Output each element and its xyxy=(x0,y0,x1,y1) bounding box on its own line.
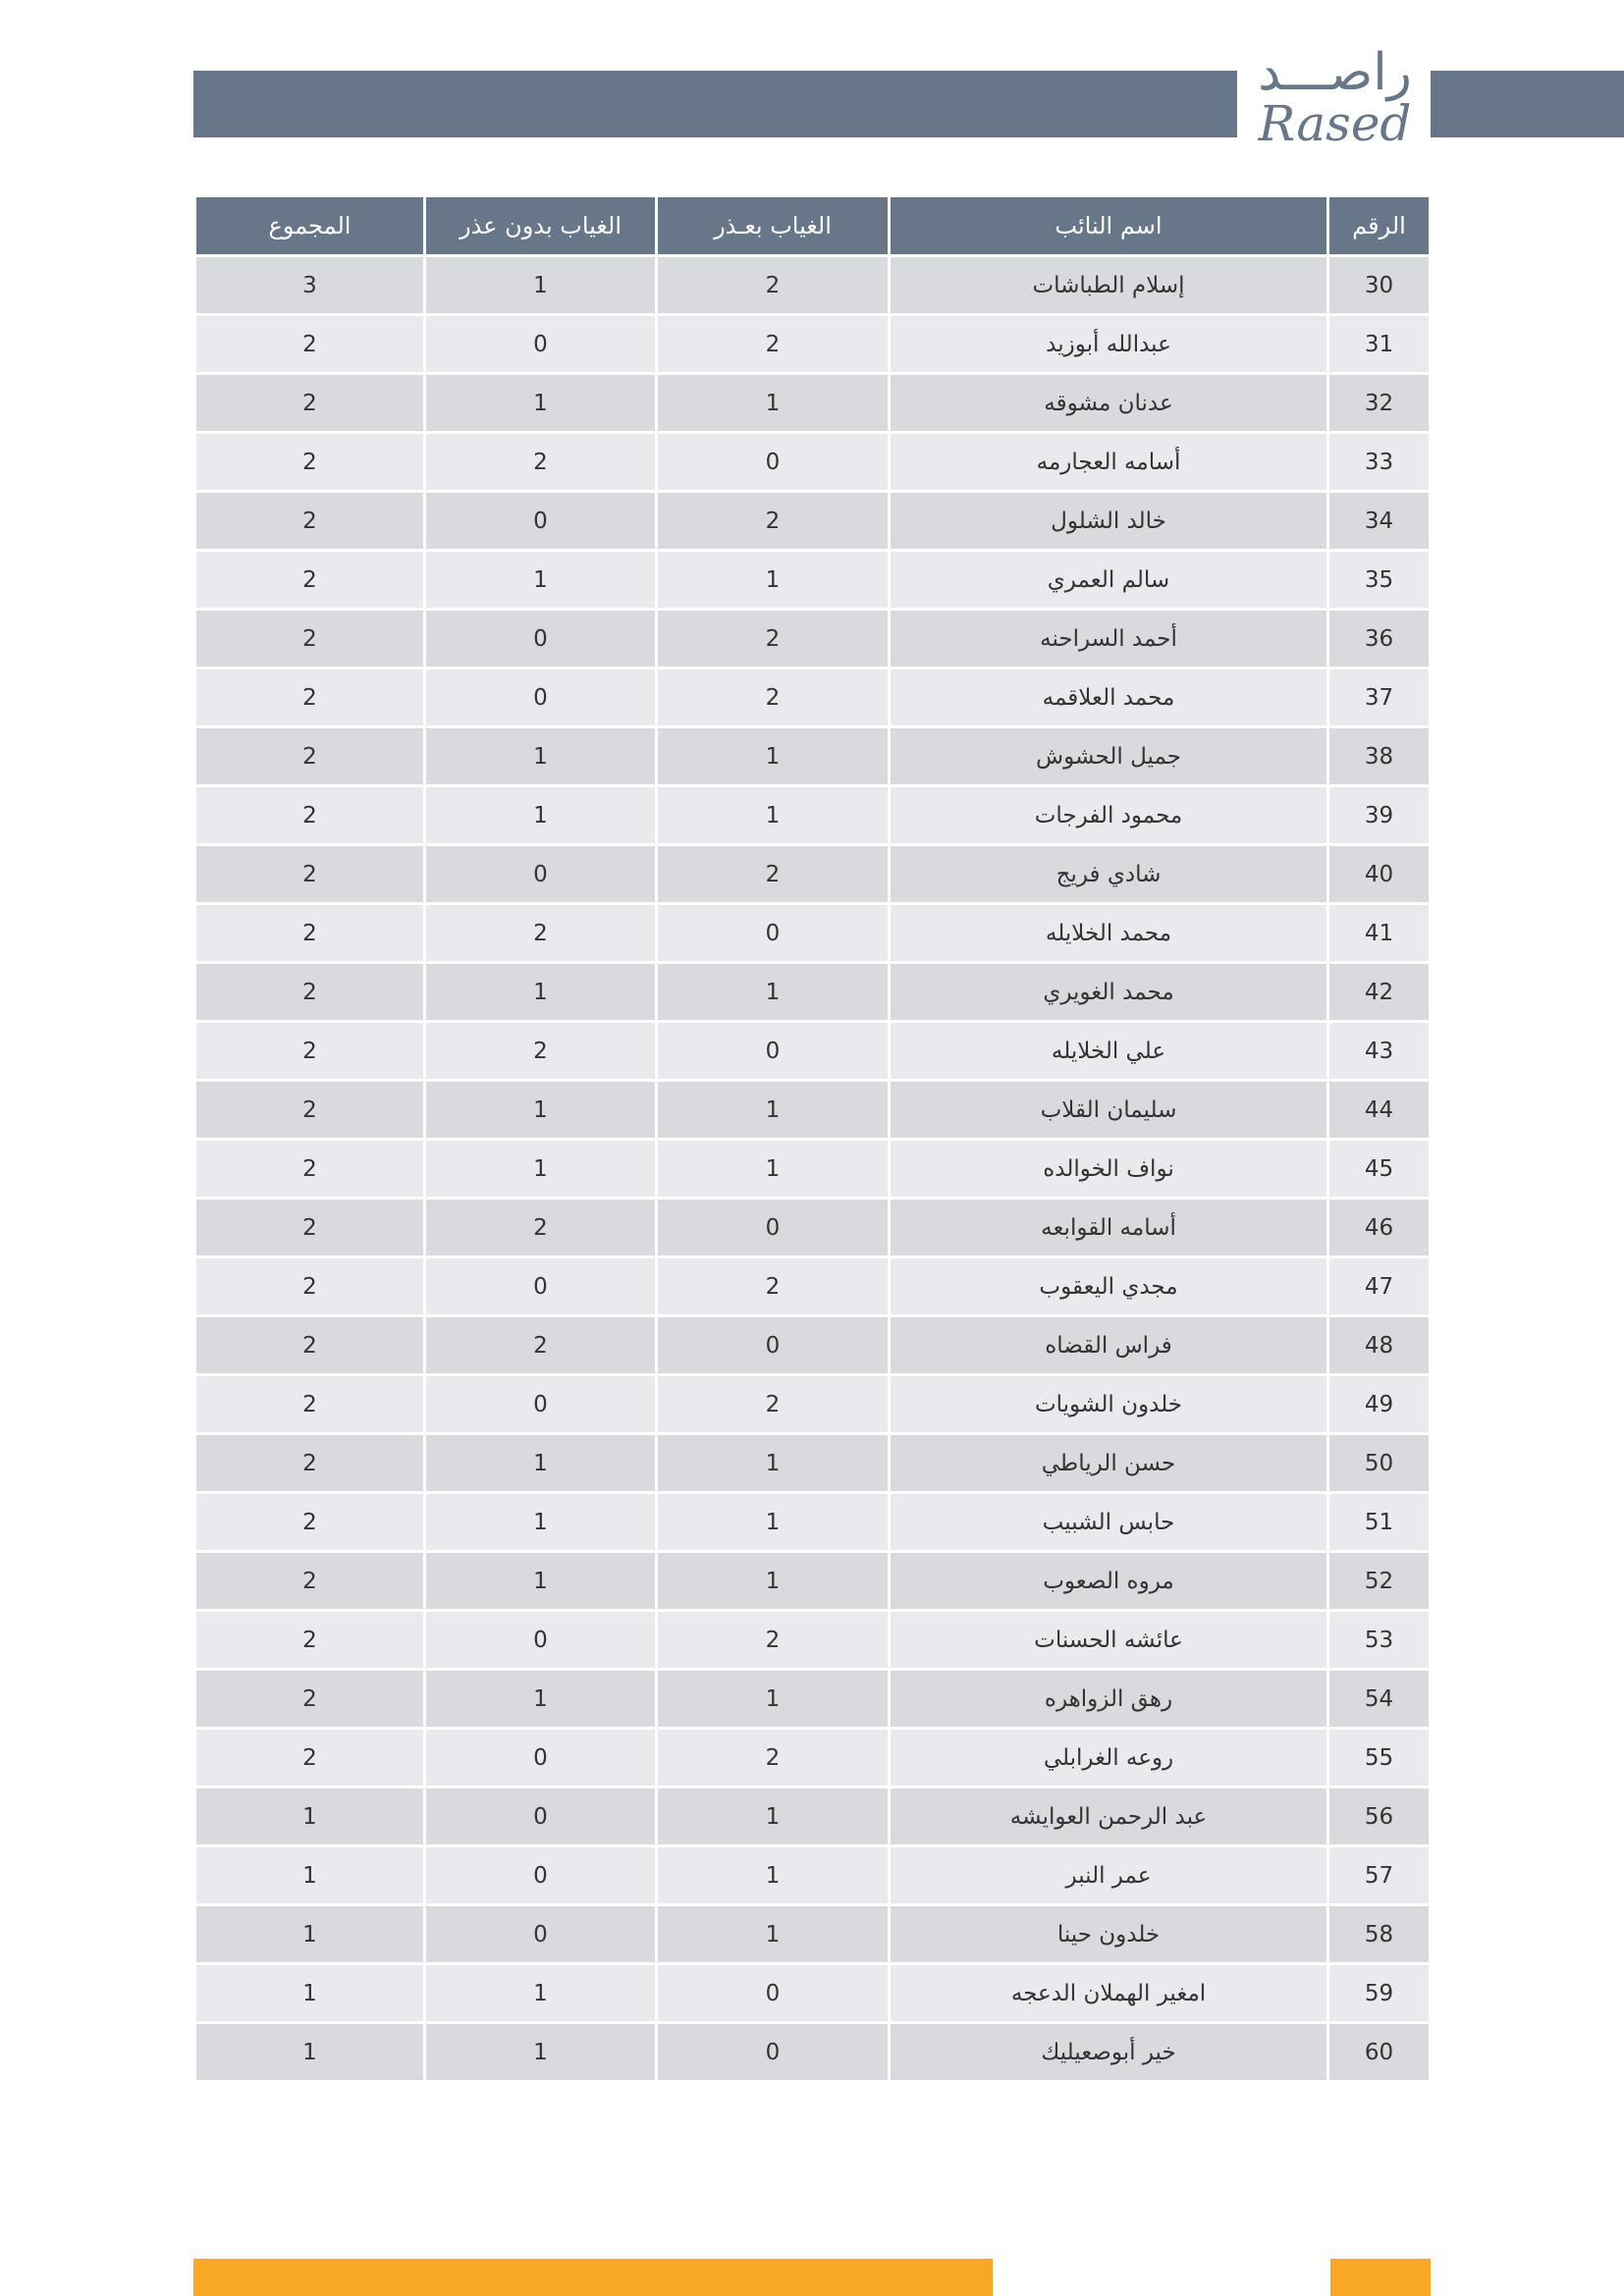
cell-name: محمد الغويري xyxy=(890,963,1328,1022)
cell-name: جميل الحشوش xyxy=(890,727,1328,786)
cell-number: 60 xyxy=(1328,2023,1431,2082)
cell-name: شادي فريج xyxy=(890,845,1328,904)
cell-excused: 2 xyxy=(657,1375,890,1434)
cell-number: 31 xyxy=(1328,315,1431,374)
cell-name: خلدون حينا xyxy=(890,1905,1328,1964)
cell-excused: 1 xyxy=(657,963,890,1022)
cell-excused: 1 xyxy=(657,1788,890,1846)
cell-number: 47 xyxy=(1328,1257,1431,1316)
cell-name: خير أبوصعيليك xyxy=(890,2023,1328,2082)
cell-number: 54 xyxy=(1328,1670,1431,1729)
cell-total: 2 xyxy=(195,1493,425,1552)
cell-unexcused: 0 xyxy=(425,668,657,727)
table-row xyxy=(195,492,1431,551)
cell-excused: 2 xyxy=(657,610,890,668)
cell-name: رهق الزواهره xyxy=(890,1670,1328,1729)
cell-name: امغير الهملان الدعجه xyxy=(890,1964,1328,2023)
footer-bar-right xyxy=(1330,2259,1431,2296)
cell-number: 42 xyxy=(1328,963,1431,1022)
table-row xyxy=(195,1375,1431,1434)
cell-total: 2 xyxy=(195,610,425,668)
table-row xyxy=(195,668,1431,727)
cell-excused: 0 xyxy=(657,904,890,963)
cell-name: روعه الغرابلي xyxy=(890,1729,1328,1788)
table-row xyxy=(195,1316,1431,1375)
cell-excused: 1 xyxy=(657,374,890,433)
cell-name: مجدي اليعقوب xyxy=(890,1257,1328,1316)
cell-total: 2 xyxy=(195,904,425,963)
cell-excused: 2 xyxy=(657,315,890,374)
cell-number: 55 xyxy=(1328,1729,1431,1788)
logo-arabic-text: راصـــد xyxy=(1258,43,1412,102)
cell-name: سليمان القلاب xyxy=(890,1081,1328,1140)
table-row xyxy=(195,1846,1431,1905)
cell-total: 2 xyxy=(195,1552,425,1611)
cell-excused: 1 xyxy=(657,1140,890,1199)
cell-name: محمد العلاقمه xyxy=(890,668,1328,727)
cell-name: عدنان مشوقه xyxy=(890,374,1328,433)
table-row xyxy=(195,786,1431,845)
cell-unexcused: 2 xyxy=(425,1199,657,1257)
cell-number: 51 xyxy=(1328,1493,1431,1552)
cell-unexcused: 0 xyxy=(425,1375,657,1434)
cell-name: أسامه القوابعه xyxy=(890,1199,1328,1257)
cell-number: 36 xyxy=(1328,610,1431,668)
cell-total: 2 xyxy=(195,1081,425,1140)
cell-total: 2 xyxy=(195,1670,425,1729)
cell-number: 43 xyxy=(1328,1022,1431,1081)
cell-number: 44 xyxy=(1328,1081,1431,1140)
cell-total: 2 xyxy=(195,492,425,551)
cell-number: 40 xyxy=(1328,845,1431,904)
cell-unexcused: 0 xyxy=(425,1905,657,1964)
cell-total: 2 xyxy=(195,845,425,904)
cell-number: 45 xyxy=(1328,1140,1431,1199)
cell-excused: 1 xyxy=(657,1552,890,1611)
table-row xyxy=(195,1905,1431,1964)
cell-unexcused: 0 xyxy=(425,1788,657,1846)
cell-excused: 1 xyxy=(657,1493,890,1552)
cell-number: 59 xyxy=(1328,1964,1431,2023)
cell-number: 41 xyxy=(1328,904,1431,963)
cell-name: إسلام الطباشات xyxy=(890,256,1328,315)
cell-total: 1 xyxy=(195,1846,425,1905)
cell-unexcused: 1 xyxy=(425,963,657,1022)
cell-total: 1 xyxy=(195,2023,425,2082)
cell-total: 1 xyxy=(195,1964,425,2023)
cell-number: 48 xyxy=(1328,1316,1431,1375)
cell-total: 2 xyxy=(195,1729,425,1788)
cell-number: 32 xyxy=(1328,374,1431,433)
cell-unexcused: 1 xyxy=(425,1493,657,1552)
cell-number: 58 xyxy=(1328,1905,1431,1964)
table-row xyxy=(195,1257,1431,1316)
cell-unexcused: 1 xyxy=(425,551,657,610)
cell-unexcused: 0 xyxy=(425,845,657,904)
table-row xyxy=(195,1964,1431,2023)
table-row xyxy=(195,1199,1431,1257)
footer-bar xyxy=(193,2259,993,2296)
header-unexcused: الغياب بدون عذر xyxy=(425,196,657,256)
cell-number: 34 xyxy=(1328,492,1431,551)
cell-excused: 0 xyxy=(657,1022,890,1081)
cell-unexcused: 0 xyxy=(425,1729,657,1788)
cell-number: 30 xyxy=(1328,256,1431,315)
cell-number: 57 xyxy=(1328,1846,1431,1905)
cell-unexcused: 0 xyxy=(425,1846,657,1905)
cell-unexcused: 0 xyxy=(425,610,657,668)
cell-total: 2 xyxy=(195,374,425,433)
cell-unexcused: 0 xyxy=(425,492,657,551)
cell-name: أحمد السراحنه xyxy=(890,610,1328,668)
cell-excused: 1 xyxy=(657,1434,890,1493)
table-row xyxy=(195,1434,1431,1493)
logo-latin-text: Rased xyxy=(1258,95,1412,152)
header-total: المجموع xyxy=(195,196,425,256)
cell-total: 2 xyxy=(195,1257,425,1316)
table-row xyxy=(195,610,1431,668)
cell-excused: 1 xyxy=(657,1905,890,1964)
table-row xyxy=(195,2023,1431,2082)
cell-unexcused: 0 xyxy=(425,1611,657,1670)
cell-name: محمد الخلايله xyxy=(890,904,1328,963)
cell-unexcused: 2 xyxy=(425,433,657,492)
table-row xyxy=(195,963,1431,1022)
absence-table xyxy=(193,194,1432,2083)
cell-name: نواف الخوالده xyxy=(890,1140,1328,1199)
cell-name: مروه الصعوب xyxy=(890,1552,1328,1611)
cell-excused: 2 xyxy=(657,668,890,727)
cell-excused: 1 xyxy=(657,1081,890,1140)
table-row xyxy=(195,904,1431,963)
cell-unexcused: 1 xyxy=(425,256,657,315)
cell-unexcused: 1 xyxy=(425,1552,657,1611)
cell-number: 37 xyxy=(1328,668,1431,727)
cell-excused: 1 xyxy=(657,1846,890,1905)
cell-total: 2 xyxy=(195,1316,425,1375)
table-row xyxy=(195,1670,1431,1729)
cell-unexcused: 1 xyxy=(425,727,657,786)
cell-name: عبدالله أبوزيد xyxy=(890,315,1328,374)
header-name: اسم النائب xyxy=(890,196,1328,256)
table-row xyxy=(195,1729,1431,1788)
cell-unexcused: 0 xyxy=(425,315,657,374)
cell-total: 2 xyxy=(195,963,425,1022)
cell-number: 49 xyxy=(1328,1375,1431,1434)
cell-total: 2 xyxy=(195,668,425,727)
cell-unexcused: 1 xyxy=(425,786,657,845)
cell-excused: 1 xyxy=(657,1670,890,1729)
cell-total: 2 xyxy=(195,727,425,786)
cell-number: 53 xyxy=(1328,1611,1431,1670)
cell-unexcused: 2 xyxy=(425,1316,657,1375)
cell-unexcused: 1 xyxy=(425,1964,657,2023)
table-row xyxy=(195,256,1431,315)
cell-total: 3 xyxy=(195,256,425,315)
cell-excused: 2 xyxy=(657,1257,890,1316)
cell-total: 2 xyxy=(195,1022,425,1081)
cell-unexcused: 1 xyxy=(425,1081,657,1140)
table-row xyxy=(195,1611,1431,1670)
header-bar-right xyxy=(1431,71,1624,137)
cell-unexcused: 1 xyxy=(425,374,657,433)
cell-excused: 0 xyxy=(657,1199,890,1257)
cell-total: 2 xyxy=(195,1611,425,1670)
rased-logo xyxy=(1239,39,1431,167)
cell-excused: 2 xyxy=(657,492,890,551)
cell-unexcused: 0 xyxy=(425,1257,657,1316)
cell-unexcused: 1 xyxy=(425,1140,657,1199)
cell-unexcused: 2 xyxy=(425,1022,657,1081)
table-body xyxy=(195,256,1431,2082)
cell-name: عبد الرحمن العوايشه xyxy=(890,1788,1328,1846)
cell-name: عمر النبر xyxy=(890,1846,1328,1905)
cell-unexcused: 1 xyxy=(425,1670,657,1729)
table-row xyxy=(195,1788,1431,1846)
cell-name: علي الخلايله xyxy=(890,1022,1328,1081)
cell-total: 2 xyxy=(195,551,425,610)
cell-excused: 0 xyxy=(657,433,890,492)
table-row xyxy=(195,551,1431,610)
cell-name: محمود الفرجات xyxy=(890,786,1328,845)
cell-total: 2 xyxy=(195,1140,425,1199)
cell-excused: 1 xyxy=(657,727,890,786)
cell-name: فراس القضاه xyxy=(890,1316,1328,1375)
header-excused: الغياب بعـذر xyxy=(657,196,890,256)
cell-number: 52 xyxy=(1328,1552,1431,1611)
cell-number: 38 xyxy=(1328,727,1431,786)
cell-total: 2 xyxy=(195,1434,425,1493)
cell-excused: 0 xyxy=(657,1964,890,2023)
cell-name: سالم العمري xyxy=(890,551,1328,610)
cell-name: أسامه العجارمه xyxy=(890,433,1328,492)
cell-unexcused: 1 xyxy=(425,2023,657,2082)
cell-name: حابس الشبيب xyxy=(890,1493,1328,1552)
table-row xyxy=(195,1022,1431,1081)
cell-total: 2 xyxy=(195,1199,425,1257)
table-row xyxy=(195,1081,1431,1140)
cell-unexcused: 2 xyxy=(425,904,657,963)
cell-total: 2 xyxy=(195,1375,425,1434)
table-row xyxy=(195,374,1431,433)
cell-total: 1 xyxy=(195,1905,425,1964)
cell-excused: 2 xyxy=(657,1611,890,1670)
cell-unexcused: 1 xyxy=(425,1434,657,1493)
cell-number: 33 xyxy=(1328,433,1431,492)
table-row xyxy=(195,315,1431,374)
cell-excused: 2 xyxy=(657,1729,890,1788)
cell-excused: 1 xyxy=(657,786,890,845)
cell-total: 1 xyxy=(195,1788,425,1846)
cell-excused: 1 xyxy=(657,551,890,610)
cell-total: 2 xyxy=(195,786,425,845)
cell-excused: 2 xyxy=(657,256,890,315)
table-row xyxy=(195,1552,1431,1611)
header-bar xyxy=(193,71,1237,137)
cell-number: 46 xyxy=(1328,1199,1431,1257)
cell-total: 2 xyxy=(195,315,425,374)
cell-number: 50 xyxy=(1328,1434,1431,1493)
cell-number: 35 xyxy=(1328,551,1431,610)
table-row xyxy=(195,433,1431,492)
table-row xyxy=(195,845,1431,904)
header-number: الرقم xyxy=(1328,196,1431,256)
cell-total: 2 xyxy=(195,433,425,492)
absence-table-container xyxy=(193,194,1429,2083)
cell-excused: 2 xyxy=(657,845,890,904)
cell-name: عائشه الحسنات xyxy=(890,1611,1328,1670)
cell-name: حسن الرياطي xyxy=(890,1434,1328,1493)
cell-name: خلدون الشويات xyxy=(890,1375,1328,1434)
cell-number: 39 xyxy=(1328,786,1431,845)
cell-excused: 0 xyxy=(657,2023,890,2082)
cell-excused: 0 xyxy=(657,1316,890,1375)
table-row xyxy=(195,1140,1431,1199)
table-header-row xyxy=(195,196,1431,256)
cell-number: 56 xyxy=(1328,1788,1431,1846)
table-row xyxy=(195,1493,1431,1552)
cell-name: خالد الشلول xyxy=(890,492,1328,551)
table-row xyxy=(195,727,1431,786)
